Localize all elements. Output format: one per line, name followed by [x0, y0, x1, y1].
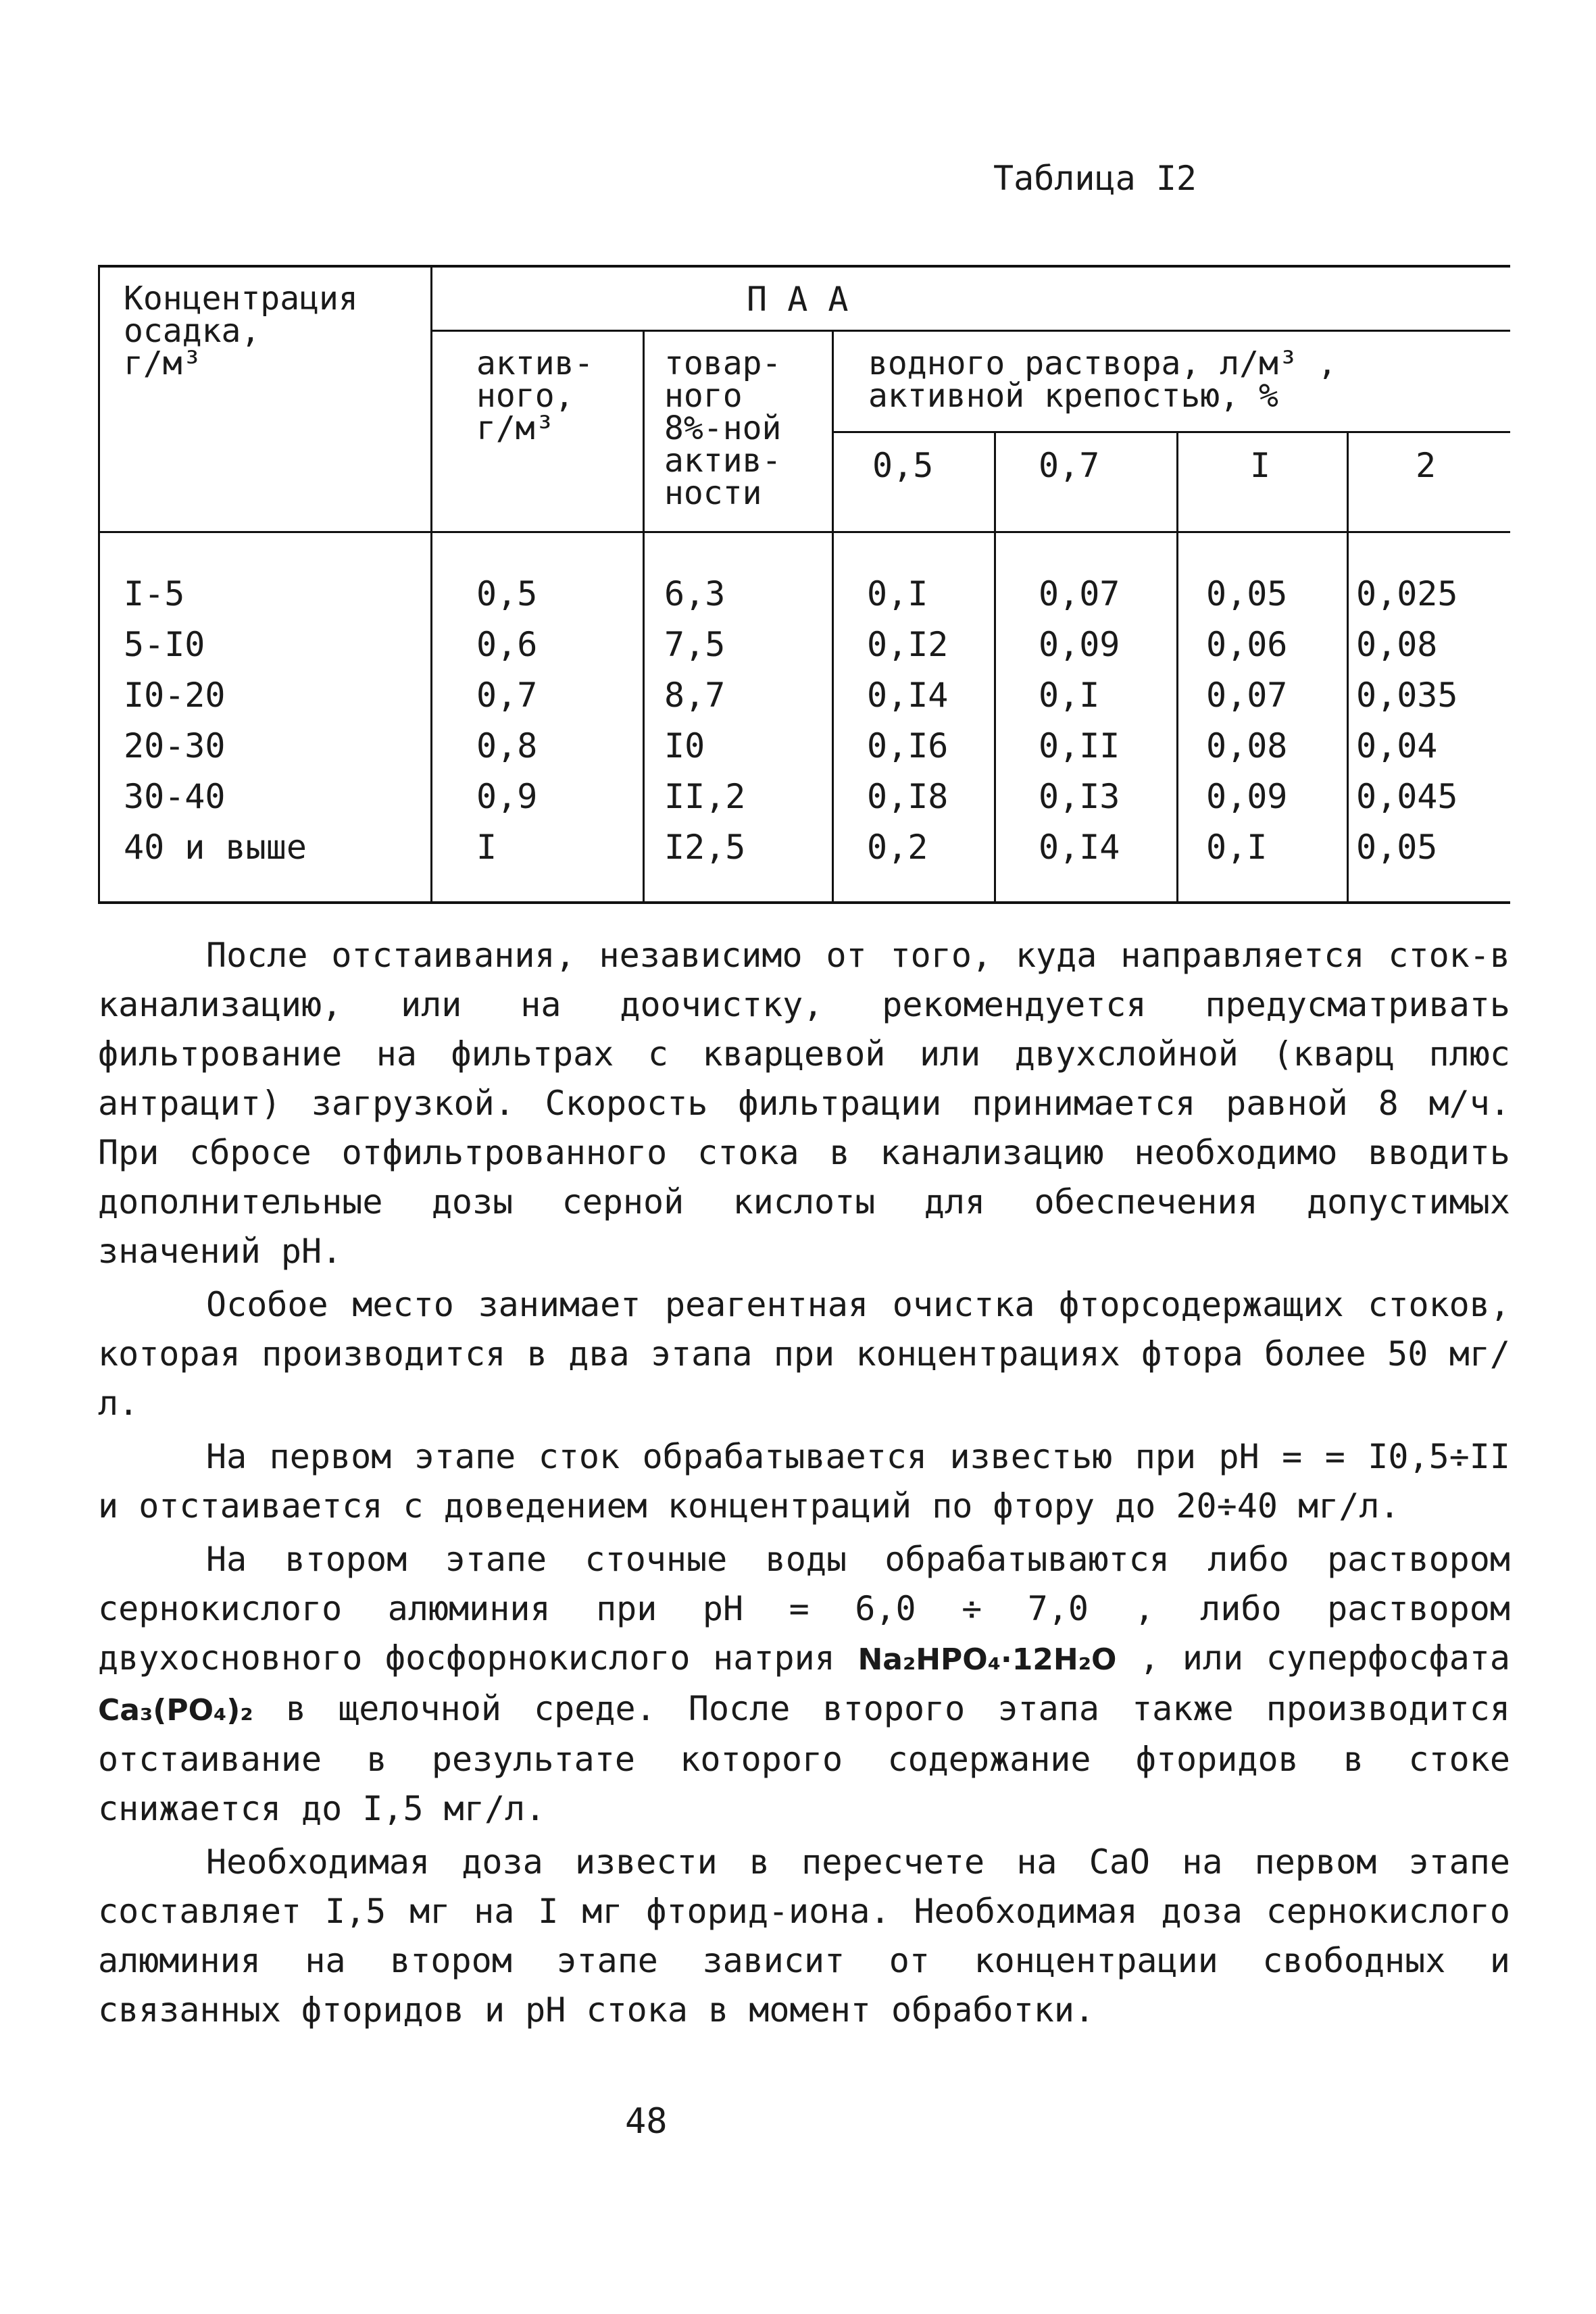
table-cell: 0,7: [476, 676, 538, 715]
paragraph: Особое место занимает реагентная очистка фторсодержащих стоков, которая производится в два этапа при концентрациях фтора более 50 мг/л.: [98, 1285, 1510, 1423]
table-cell: 6,3: [664, 574, 726, 613]
table-cell: 0,07: [1039, 574, 1120, 613]
table-cell: 30-40: [124, 777, 226, 816]
table-cell: 0,8: [476, 726, 538, 765]
col-divider: [1347, 431, 1349, 904]
col-divider: [994, 431, 996, 904]
table-cell: 0,6: [476, 625, 538, 664]
table-cell: 0,08: [1356, 625, 1438, 664]
paragraph-text: , или суперфосфата: [1116, 1638, 1511, 1678]
table-cell: 0,I8: [867, 777, 949, 816]
header-concentration: Концентрация осадка, г/м³: [124, 280, 358, 382]
table-cell: 0,06: [1206, 625, 1288, 664]
table-cell: 0,5: [476, 574, 538, 613]
table-cell: I0-20: [124, 676, 226, 715]
table-cell: 8,7: [664, 676, 726, 715]
table-cell: 0,04: [1356, 726, 1438, 765]
table-cell: 0,09: [1039, 625, 1120, 664]
paa-table: [98, 265, 1510, 904]
paragraph-text: в щелочной среде. После второго этапа также производится отстаивание в результате которого содержание фторидов в стоке снижается до I,5 мг/л.: [98, 1689, 1510, 1828]
col-divider: [643, 330, 645, 904]
page-number: 48: [625, 2101, 668, 2142]
table-cell: 0,025: [1356, 574, 1458, 613]
strength-underline: [832, 431, 1510, 433]
table-cell: 0,045: [1356, 777, 1458, 816]
table-cell: 0,I4: [867, 676, 949, 715]
paragraph: [98, 1535, 1510, 1834]
table-cell: 0,08: [1206, 726, 1288, 765]
table-bottom-rule: [98, 901, 1510, 904]
table-cell: 0,I3: [1039, 777, 1120, 816]
paragraph-text: На втором этапе сточные воды обрабатываются либо раствором сернокислого алюминия при рН = 6,0 ÷ 7,0 , либо раствором двухосновного фосфорнокислого натрия: [98, 1540, 1510, 1678]
table-left-rule: [98, 265, 100, 904]
column-concentration: [124, 569, 307, 873]
paragraph: После отстаивания, независимо от того, куда направляется сток-в канализацию, или на доочистку, рекомендуется предусматривать фильтрование на фильтрах с кварцевой или двухслойной (кварц плюс антрацит) загрузкой. Скорость фильтрации принимается равной 8 м/ч. При сбросе отфильтрованного стока в канализацию необходимо вводить дополнительные дозы серной кислоты для обеспечения допустимых значений рН.: [98, 936, 1510, 1271]
col-divider: [1176, 431, 1178, 904]
table-cell: 0,07: [1206, 676, 1288, 715]
header-strength: 2: [1416, 446, 1437, 485]
table-cell: 40 и выше: [124, 828, 307, 867]
formula-superphosphate: Ca₃(PO₄)₂: [98, 1693, 253, 1728]
table-cell: II,2: [664, 777, 746, 816]
table-cell: I2,5: [664, 828, 746, 867]
table-caption: Таблица I2: [993, 159, 1197, 198]
table-top-rule: [98, 265, 1510, 268]
header-aqueous: водного раствора, л/м³ , активной крепостью, %: [868, 345, 1337, 415]
table-cell: 0,035: [1356, 676, 1458, 715]
column-strength-05: [867, 569, 948, 873]
header-strength: 0,7: [1039, 446, 1100, 485]
table-cell: 7,5: [664, 625, 726, 664]
header-commodity: товар- ного 8%-ной актив- ности: [664, 345, 782, 512]
table-cell: 0,I: [1206, 828, 1268, 867]
table-cell: I0: [664, 726, 705, 765]
table-cell: 0,2: [867, 828, 928, 867]
column-strength-2: [1356, 569, 1458, 873]
header-strength: I: [1250, 446, 1271, 485]
table-cell: 0,05: [1356, 828, 1438, 867]
header-paa: П А А: [747, 280, 849, 319]
paa-underline: [430, 330, 1510, 332]
formula-sodium-phosphate: Na₂HPO₄·12H₂O: [857, 1642, 1117, 1677]
table-cell: I-5: [124, 574, 185, 613]
table-cell: 0,09: [1206, 777, 1288, 816]
table-cell: I: [476, 828, 497, 867]
table-cell: 0,II: [1039, 726, 1120, 765]
col-divider: [832, 330, 834, 904]
paragraph: На первом этапе сток обрабатывается известью при рН = = I0,5÷II и отстаивается с доведением концентраций по фтору до 20÷40 мг/л.: [98, 1437, 1510, 1526]
table-cell: 0,I: [1039, 676, 1100, 715]
table-cell: 20-30: [124, 726, 226, 765]
column-active: [476, 569, 537, 873]
table-cell: 0,I6: [867, 726, 949, 765]
table-cell: 0,I: [867, 574, 928, 613]
table-cell: 5-I0: [124, 625, 205, 664]
column-strength-07: [1039, 569, 1120, 873]
column-commodity: [664, 569, 745, 873]
table-cell: 0,05: [1206, 574, 1288, 613]
body-text: [98, 931, 1510, 2039]
paragraph: Необходимая доза извести в пересчете на СаО на первом этапе составляет I,5 мг на I мг фторид-иона. Необходимая доза сернокислого алюминия на втором этапе зависит от концентрации свободных и связанных фторидов и рН стока в момент обработки.: [98, 1842, 1510, 2030]
col-divider: [430, 265, 432, 904]
header-bottom-rule: [98, 531, 1510, 533]
table-cell: 0,I2: [867, 625, 949, 664]
column-strength-1: [1206, 569, 1287, 873]
header-strength: 0,5: [872, 446, 934, 485]
header-active: актив- ного, г/м³: [476, 345, 594, 447]
table-cell: 0,I4: [1039, 828, 1120, 867]
table-cell: 0,9: [476, 777, 538, 816]
